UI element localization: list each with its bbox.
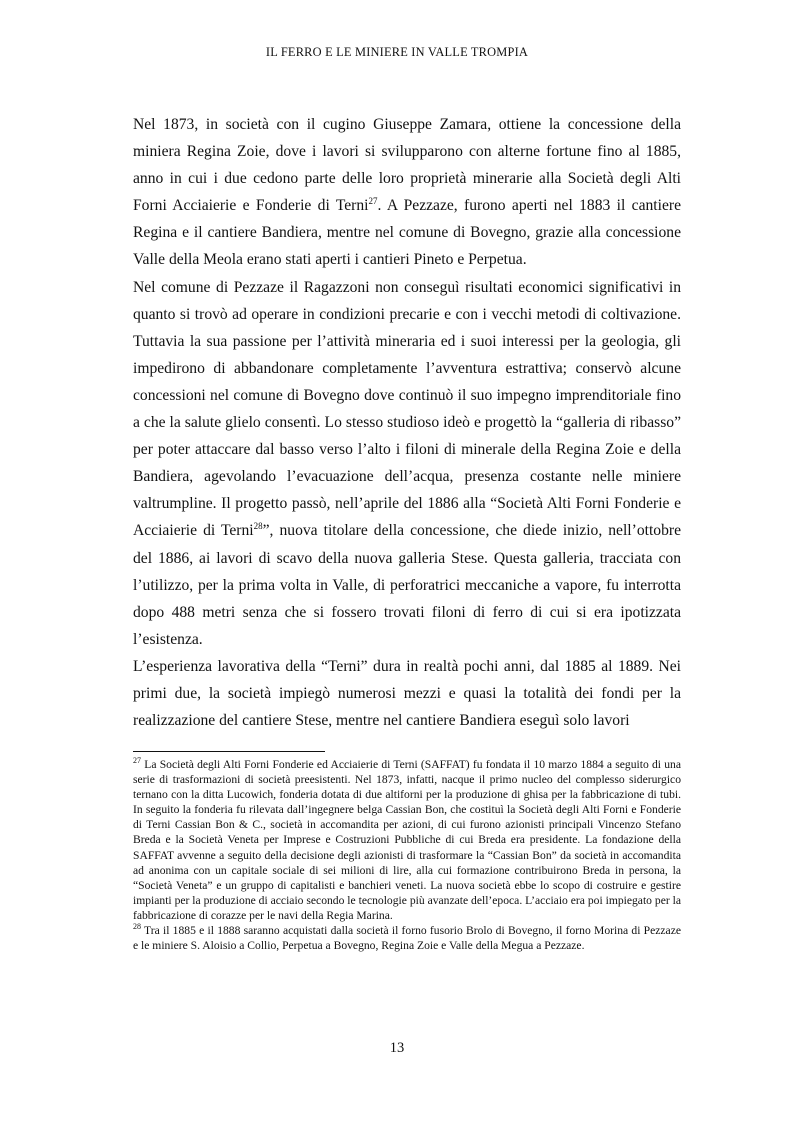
footnote-ref-28[interactable]: 28 [253, 521, 263, 532]
footnote-number: 28 [133, 922, 141, 932]
paragraph-1-text-a: Nel 1873, in società con il cugino Giuseppe Zamara, ottiene la concessione della miniera Regina Zoie, dove i lavori si svilupparono con alterne fortune fino al 1885, anno in cui i due cedono parte delle loro proprietà minerarie alla Società degli Alti Forni Acciaierie e Fonderie di Terni [133, 116, 681, 215]
page-number: 13 [389, 1040, 405, 1056]
paragraph-2-text-b: ”, nuova titolare della concessione, che diede inizio, nell’ottobre del 1886, ai lavori di scavo della nuova galleria Stese. Questa galleria, tracciata con l’utilizzo, per la prima volta in Valle, di perforatrici meccaniche a vapore, fu interrotta dopo 488 metri senza che si fossero trovati filoni di ferro di cui si era ipotizzata l’esistenza. [133, 522, 682, 648]
paragraph-3: L’esperienza lavorativa della “Terni” dura in realtà pochi anni, dal 1885 al 1889. Nei primi due, la società impiegò numerosi mezzi e quasi la totalità dei fondi per la realizzazione del cantiere Stese, mentre nel cantiere Bandiera eseguì solo lavori [133, 657, 681, 730]
footnote-separator [133, 751, 325, 752]
running-header: IL FERRO E LE MINIERE IN VALLE TROMPIA [265, 45, 529, 59]
paragraph-2 [133, 274, 681, 653]
paragraph-1 [133, 111, 681, 274]
footnote-number: 27 [133, 756, 141, 766]
paragraph-2-text-a: Nel comune di Pezzaze il Ragazzoni non conseguì risultati economici significativi in quanto si trovò ad operare in condizioni precarie e con i vecchi metodi di coltivazione. Tuttavia la sua passione per l’attività mineraria ed i suoi interessi per la geologia, gli impedirono di abbandonare completamente l’avventura estrattiva; conservò alcune concessioni nel comune di Bovegno dove continuò il suo impegno imprenditoriale fino a che la salute glielo consentì. Lo stesso studioso ideò e progettò la “galleria di ribasso” per poter attaccare dal basso verso l’alto i filoni di minerale della Regina Zoie e della Bandiera, agevolando l’evacuazione dell’acqua, presenza costante nelle miniere valtrumpline. Il progetto passò, nell’aprile del 1886 alla “Società Alti Forni Fonderie e Acciaierie di Terni [133, 278, 681, 540]
footnotes [133, 757, 681, 953]
paragraph-1-text-b: . A Pezzaze, furono aperti nel 1883 il cantiere Regina e il cantiere Bandiera, mentre nel comune di Bovegno, grazie alla concessione Valle della Meola erano stati aperti i cantieri Pineto e Perpetua. [133, 197, 681, 269]
footnote-text: Tra il 1885 e il 1888 saranno acquistati dalla società il forno fusorio Brolo di Bovegno, il forno Morina di Pezzaze e le miniere S. Aloisio a Collio, Perpetua a Bovegno, Regina Zoie e Valle della Megua a Pezzaze. [133, 924, 681, 953]
footnote-ref-27[interactable]: 27 [368, 196, 378, 207]
main-text [133, 111, 681, 734]
footnote-27 [133, 757, 681, 923]
footnote-28 [133, 923, 681, 953]
footnote-text: La Società degli Alti Forni Fonderie ed Acciaierie di Terni (SAFFAT) fu fondata il 10 marzo 1884 a seguito di una serie di trasformazioni di società preesistenti. Nel 1873, infatti, nacque il primo nucleo del complesso siderurgico ternano con la ditta Lucowich, fonderia dotata di due altiforni per la produzione di ghisa per la fabbricazione di tubi. In seguito la fonderia fu rilevata dall’ingegnere belga Cassian Bon, che costituì la Società degli Alti Forni e Fonderie di Terni Cassian Bon & C., società in accomandita per azioni, di cui furono azionisti principali Vincenzo Stefano Breda e la Società Veneta per Imprese e Costruzioni Pubbliche di cui Breda era presidente. La fondazione della SAFFAT avvenne a seguito della decisione degli azionisti di trasformare la “Cassian Bon” da società in accomandita ad anonima con un capitale sociale di sei milioni di lire, alla cui formazione contribuirono Breda in persona, la “Società Veneta” e un gruppo di capitalisti e banchieri veneti. La nuova società ebbe lo scopo di costruire e gestire impianti per la produzione di acciaio secondo le tecnologie più avanzate dell’epoca. L’acciaio era poi impiegato per la fabbricazione di corazze per le navi della Regia Marina. [133, 758, 681, 922]
